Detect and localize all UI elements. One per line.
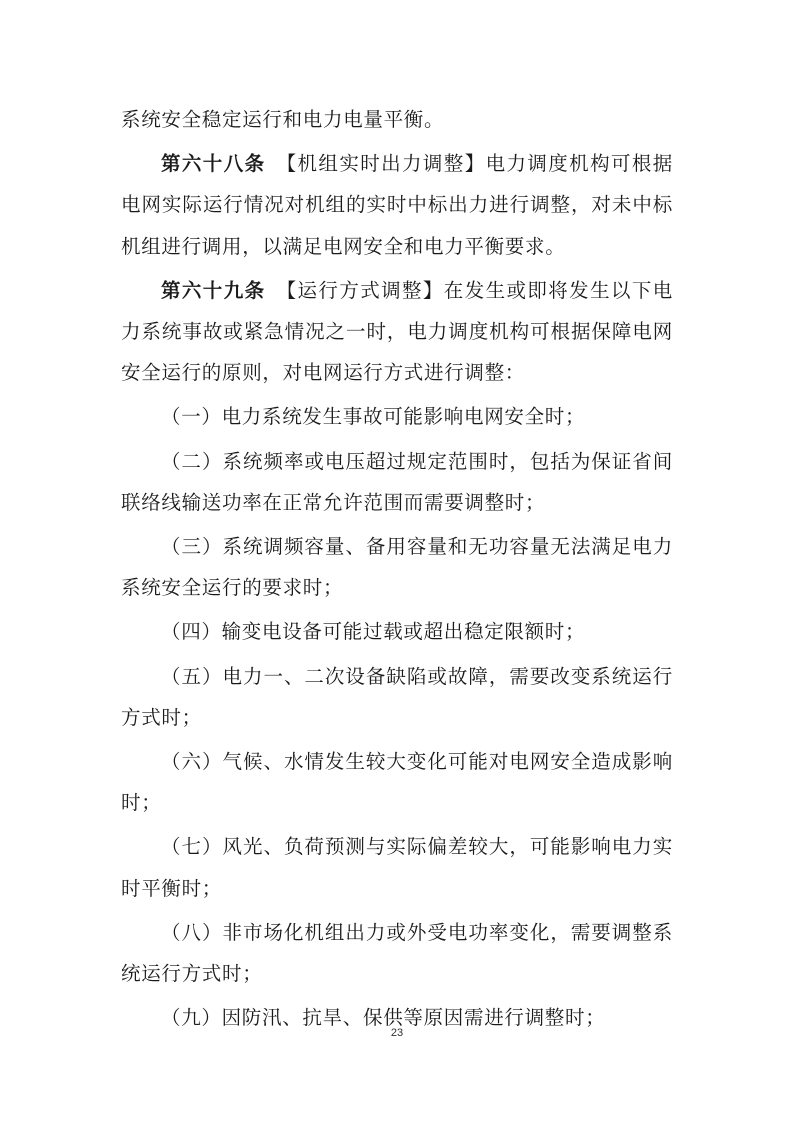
paragraph-text: 【运行方式调整】在发生或即将发生以下电力系统事故或紧急情况之一时，电力调度机构可根据保障电网安全运行的原则，对电网运行方式进行调整： xyxy=(121,278,673,385)
document-body xyxy=(121,99,673,1041)
paragraph-text: （八）非市场化机组出力或外受电功率变化，需要调整系统运行方式时； xyxy=(121,920,673,986)
article-title: 第六十九条 xyxy=(161,278,266,302)
list-item-4 xyxy=(121,611,673,652)
paragraph-text: （二）系统频率或电压超过规定范围时，包括为保证省间联络线输送功率在正常允许范围而需要调整时； xyxy=(121,449,673,514)
paragraph-text: （九）因防汛、抗旱、保供等原因需进行调整时； xyxy=(161,1006,606,1030)
paragraph-text: （六）气候、水情发生较大变化可能对电网安全造成影响时； xyxy=(121,750,673,815)
page-number: 23 xyxy=(390,1027,404,1039)
list-item-5 xyxy=(121,656,673,738)
paragraph-text: 【机组实时出力调整】电力调度机构可根据电网实际运行情况对机组的实时中标出力进行调整，对未中标机组进行调用，以满足电网安全和电力平衡要求。 xyxy=(121,152,673,258)
paragraph-text: （四）输变电设备可能过载或超出稳定限额时； xyxy=(161,620,586,644)
paragraph-text: （五）电力一、二次设备缺陷或故障，需要改变系统运行方式时； xyxy=(121,664,673,729)
list-item-8 xyxy=(121,912,673,994)
article-69 xyxy=(121,270,673,394)
paragraph-text: （三）系统调频容量、备用容量和无功容量无法满足电力系统安全运行的要求时； xyxy=(121,535,673,600)
paragraph-text: （七）风光、负荷预测与实际偏差较大，可能影响电力实时平衡时； xyxy=(121,835,673,900)
list-item-7 xyxy=(121,826,673,908)
list-item-2 xyxy=(121,441,673,523)
list-item-1 xyxy=(121,396,673,437)
list-item-6 xyxy=(121,741,673,823)
paragraph-text: 系统安全稳定运行和电力电量平衡。 xyxy=(121,108,445,131)
list-item-3 xyxy=(121,526,673,608)
paragraph-continuation xyxy=(121,99,673,140)
article-68 xyxy=(121,143,673,267)
paragraph-text: （一）电力系统发生事故可能影响电网安全时； xyxy=(161,405,586,429)
article-title: 第六十八条 xyxy=(161,152,266,176)
